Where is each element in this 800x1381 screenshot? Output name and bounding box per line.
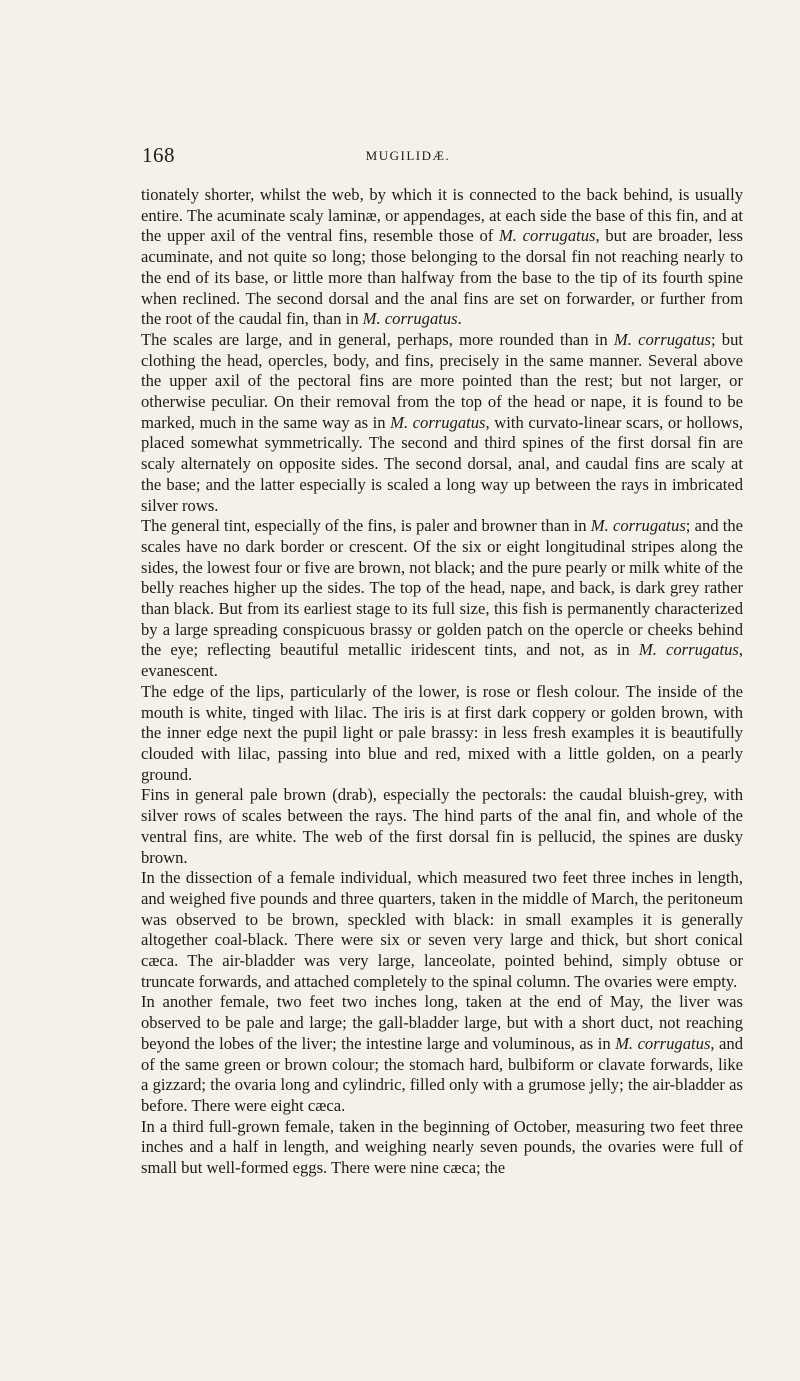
species-name: M. corrugatus — [498, 226, 596, 246]
text-run: In another female, two feet two inches long, taken at the end of May, the liver was observed to be pale and large; the gall-bladder large, but with a short duct, not reaching beyond the lobes of the liver; the intestine large and voluminous, as in — [141, 992, 743, 1053]
paragraph — [141, 868, 743, 992]
species-name: M. corrugatus — [362, 309, 458, 329]
text-run: In the dissection of a female individual, which measured two feet three inches in length, and weighed five pounds and three quarters, taken in the middle of March, the peritoneum was observed to be brown, speckled with black: in small examples it is generally altogether coal-black. There were six or seven very large and thick, but short conical cæca. The air-bladder was very large, lanceolate, pointed behind, simply obtuse or truncate forwards, and attached completely to the spinal column. The ovaries were empty. — [141, 868, 743, 991]
paragraph — [141, 1117, 743, 1179]
species-name: M. corrugatus — [638, 640, 739, 660]
species-name: M. corrugatus — [615, 1033, 711, 1053]
running-head: MUGILIDÆ. — [365, 148, 451, 163]
species-name: M. corrugatus — [390, 412, 486, 432]
text-run: , but are broader, less acuminate, and not quite so long; those belonging to the dorsal fin not reaching nearly to the end of its base, or little more than halfway from the base to the tip of its fourth spine when reclined. The second dorsal and the anal fins are set on forwarder, or further from the root of the caudal fin, than in — [141, 226, 743, 329]
body-text — [141, 185, 743, 1179]
text-run: Fins in general pale brown (drab), especially the pectorals: the caudal bluish-grey, with silver rows of scales between the rays. The hind parts of the anal fin, and whole of the ventral fins, are white. The web of the first dorsal fin is pellucid, the spines are dusky brown. — [141, 785, 743, 867]
text-run: ; but clothing the head, opercles, body, and fins, precisely in the same manner. Several above the upper axil of the pectoral fins are more pointed than the rest; but not larger, or otherwise peculiar. On their removal from the top of the head or nape, it is found to be marked, much in the same way as in — [141, 329, 743, 432]
species-name: M. corrugatus — [590, 516, 686, 536]
text-run: The general tint, especially of the fins, is paler and browner than in — [141, 516, 591, 536]
page-header — [108, 143, 708, 169]
text-run: , evanescent. — [141, 640, 743, 681]
text-run: , with curvato-linear scars, or hollows, placed somewhat symmetrically. The second and third spines of the first dorsal fin are scaly alternately on opposite sides. The second dorsal, anal, and caudal fins are scaly at the base; and the latter especially is scaled a long way up between the rays in imbricated silver rows. — [141, 412, 744, 515]
paragraph — [141, 992, 743, 1116]
text-run: The scales are large, and in general, perhaps, more rounded than in — [141, 329, 614, 349]
species-name: M. corrugatus — [613, 329, 711, 349]
text-run: tionately shorter, whilst the web, by which it is connected to the back behind, is usually entire. The acuminate scaly laminæ, or appendages, at each side the base of this fin, and at the upper axil of the ventral fins, resemble those of — [141, 185, 743, 246]
page-number: 168 — [142, 143, 175, 167]
text-run: In a third full-grown female, taken in the beginning of October, measuring two feet three inches and a half in length, and weighing nearly seven pounds, the ovaries were full of small but well-formed eggs. There were nine cæca; the — [141, 1116, 743, 1178]
paragraph — [141, 682, 743, 786]
paragraph — [141, 785, 743, 868]
paragraph — [141, 516, 743, 682]
text-run: ; and the scales have no dark border or crescent. Of the six or eight longitudinal stripes along the sides, the lowest four or five are brown, not black; and the pure pearly or milk white of the belly reaches higher up the sides. The top of the head, nape, and back, is dark grey rather than black. But from its earliest stage to its full size, this fish is permanently characterized by a large spreading conspicuous brassy or golden patch on the opercle or cheeks behind the eye; reflecting beautiful metallic iridescent tints, and not, as in — [141, 516, 744, 660]
paragraph — [141, 185, 743, 330]
text-run: The edge of the lips, particularly of the lower, is rose or flesh colour. The inside of the mouth is white, tinged with lilac. The iris is at first dark coppery or golden brown, with the inner edge next the pupil light or pale brassy: in less fresh examples it is beautifully clouded with lilac, passing into blue and red, mixed with a little golden, on a pearly ground. — [141, 681, 743, 784]
paragraph — [141, 330, 743, 516]
text-run: , and of the same green or brown colour; the stomach hard, bulbiform or clavate forwards, like a gizzard; the ovaria long and cylindric, filled only with a grumose jelly; the air-bladder as before. There were eight cæca. — [141, 1033, 743, 1115]
text-run: . — [457, 309, 462, 329]
